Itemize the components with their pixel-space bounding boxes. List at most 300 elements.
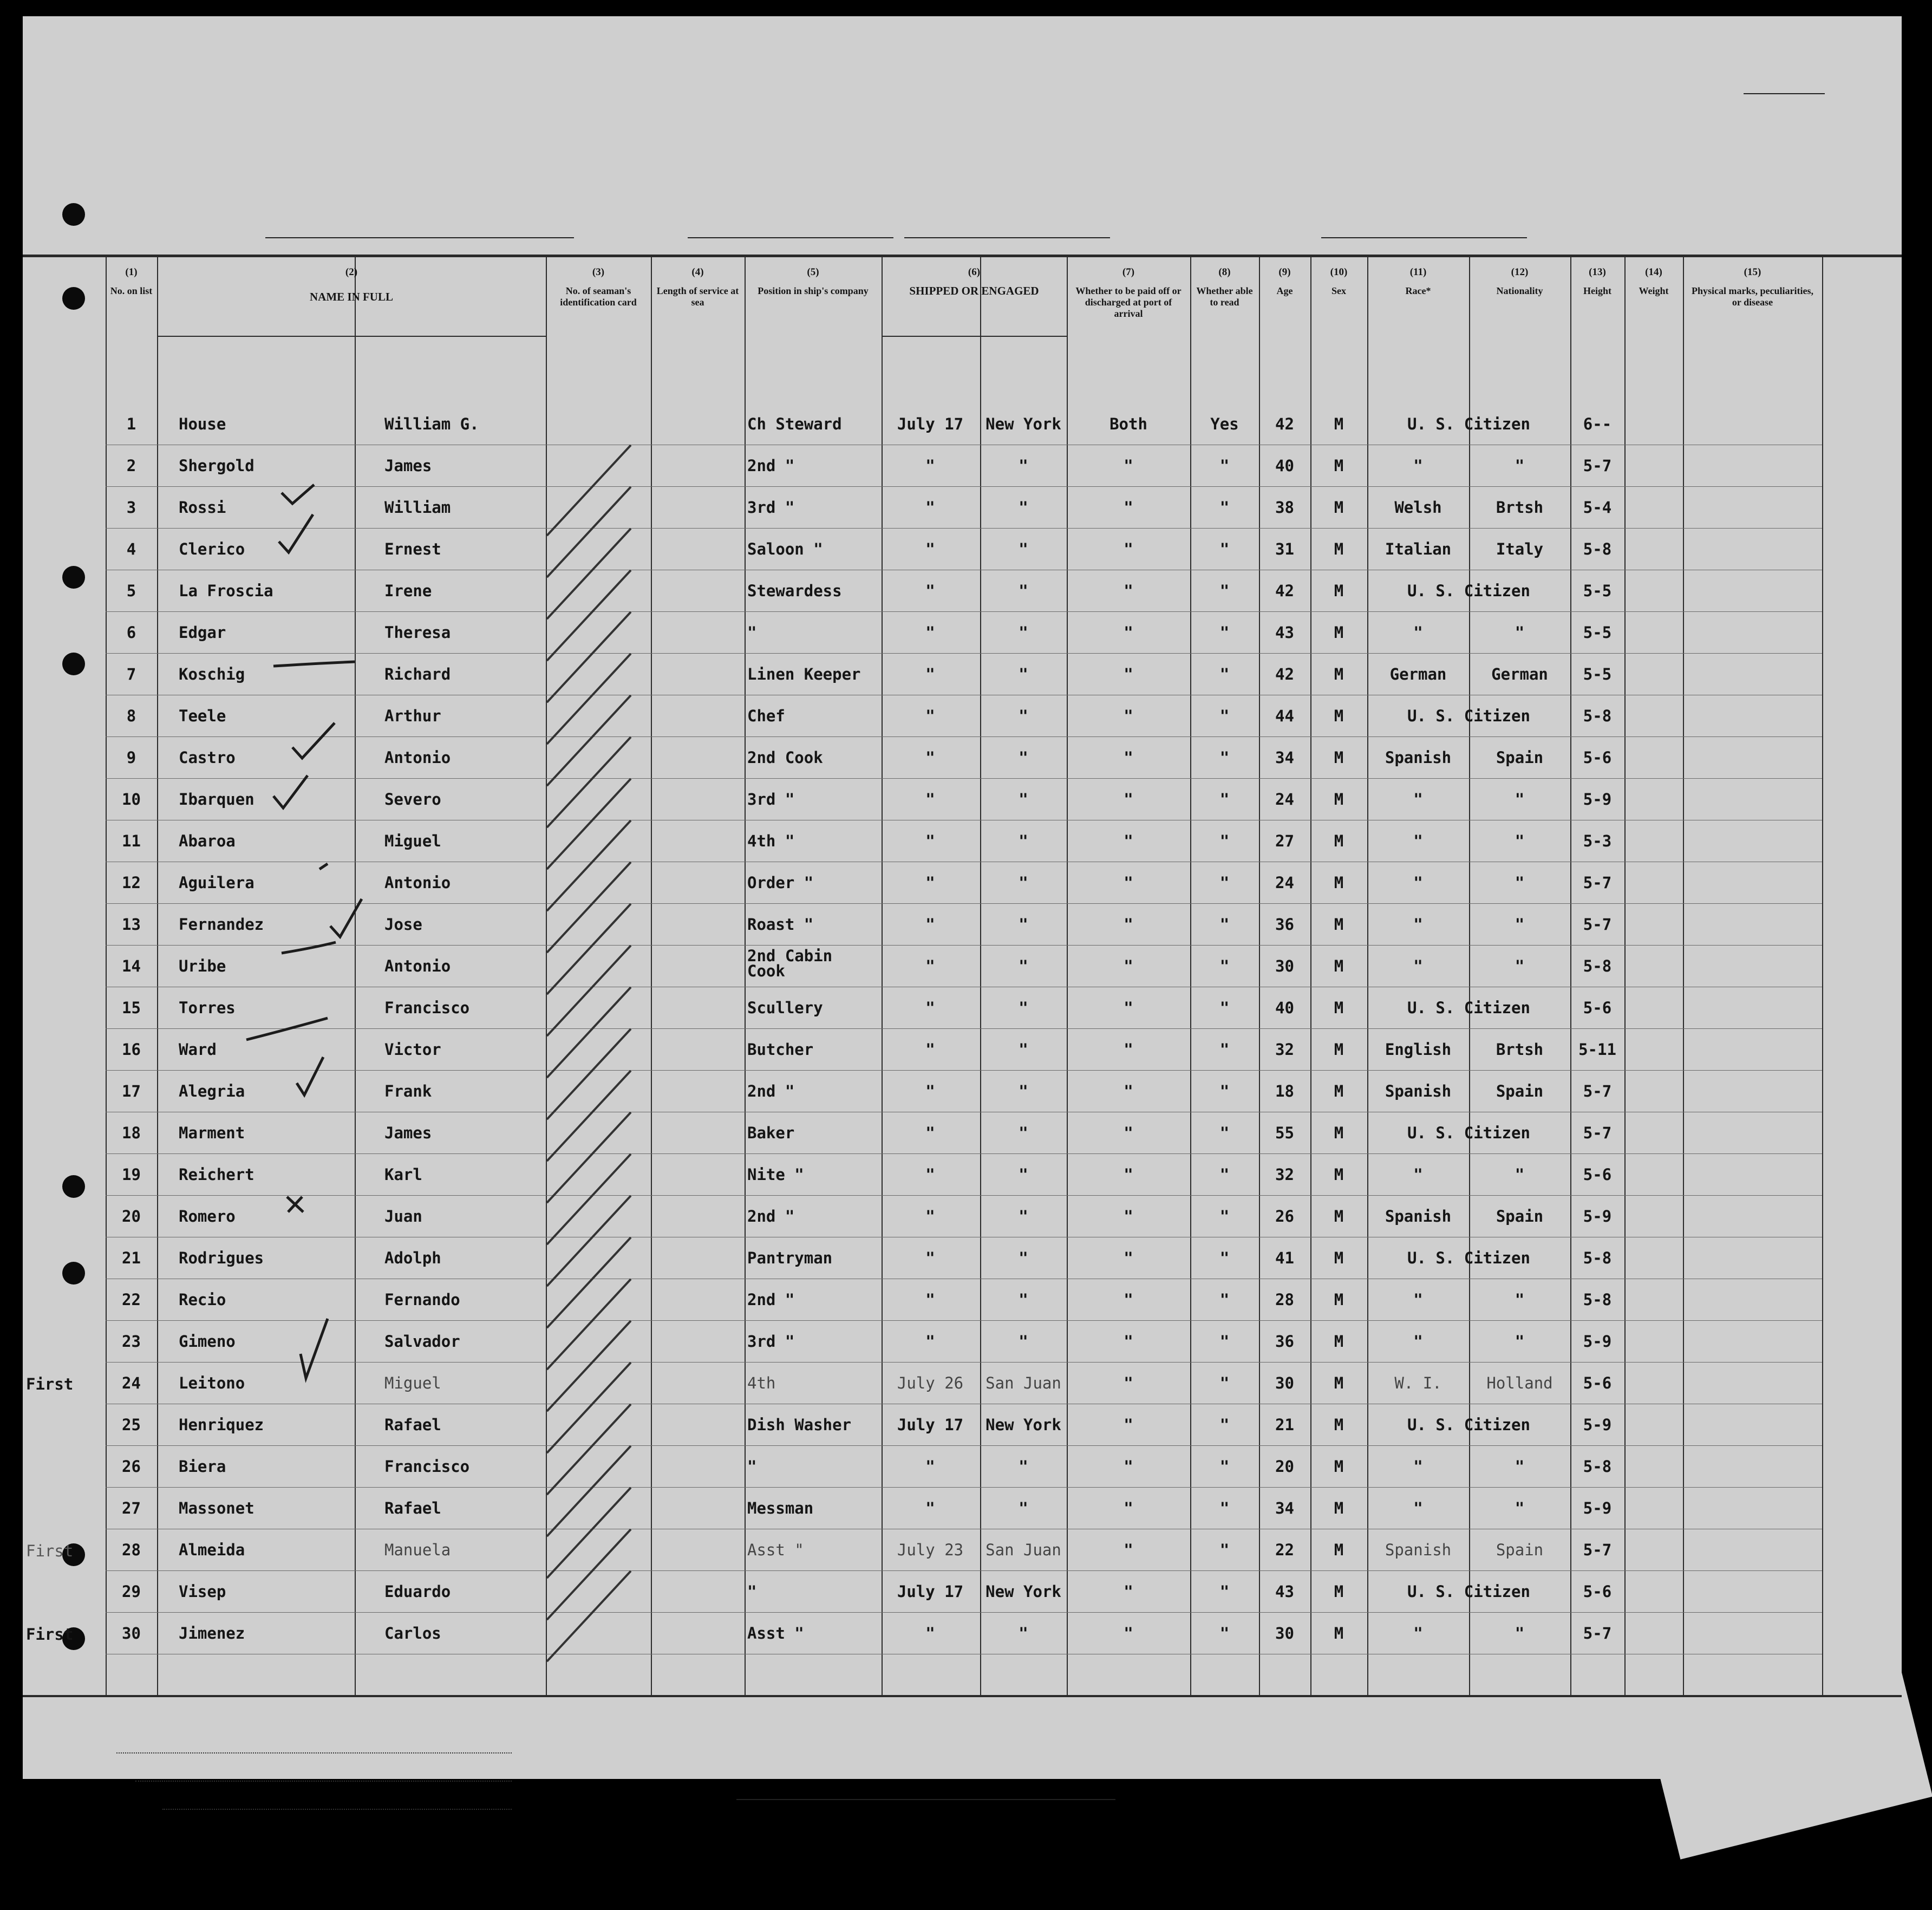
able-to-read: ": [1219, 1082, 1230, 1100]
shipped-when: ": [925, 957, 935, 975]
position: 2nd ": [747, 1082, 795, 1100]
shipped-when: ": [925, 1290, 935, 1309]
age: 18: [1275, 1082, 1294, 1100]
able-to-read: ": [1219, 457, 1230, 475]
row-number: 3: [126, 498, 136, 517]
sex: M: [1334, 665, 1344, 683]
column-header: (2) NAME IN FULL: [309, 266, 393, 303]
shipped-where: ": [1019, 999, 1028, 1017]
race: U. S. Citizen: [1407, 1249, 1530, 1267]
age: 30: [1275, 1624, 1294, 1642]
sex: M: [1334, 1416, 1344, 1434]
race: ": [1413, 623, 1423, 642]
family-name: Gimeno: [179, 1332, 236, 1351]
height: 5-7: [1583, 1082, 1612, 1100]
paid-off: ": [1124, 832, 1133, 850]
paid-off: ": [1124, 790, 1133, 809]
paid-off: ": [1124, 915, 1133, 934]
given-name: Theresa: [384, 623, 451, 642]
shipped-where: New York: [985, 1416, 1061, 1434]
family-name: Fernandez: [179, 915, 264, 934]
paid-off: ": [1124, 1249, 1133, 1267]
shipped-when: July 26: [897, 1374, 964, 1392]
able-to-read: ": [1219, 582, 1230, 600]
family-name: Clerico: [179, 540, 245, 558]
paid-off: ": [1124, 1124, 1133, 1142]
sex: M: [1334, 582, 1344, 600]
family-name: Ward: [179, 1040, 217, 1059]
able-to-read: ": [1219, 1124, 1230, 1142]
race: U. S. Citizen: [1407, 1416, 1530, 1434]
row-number: 30: [122, 1624, 141, 1642]
sex: M: [1334, 1582, 1344, 1601]
family-name: Marment: [179, 1124, 245, 1142]
position: Baker: [747, 1124, 795, 1142]
height: 5-6: [1583, 748, 1612, 767]
shipped-when: ": [925, 1249, 935, 1267]
column-header: (8) Whether able to read: [1196, 266, 1253, 308]
position: 4th: [747, 1374, 776, 1392]
punch-hole: [62, 653, 85, 675]
nationality: German: [1491, 665, 1548, 683]
position: 2nd ": [747, 1290, 795, 1309]
sex: M: [1334, 1457, 1344, 1476]
position: Scullery: [747, 999, 823, 1017]
shipped-where: ": [1019, 1457, 1028, 1476]
given-name: Manuela: [384, 1541, 451, 1559]
able-to-read: ": [1219, 1582, 1230, 1601]
shipped-where: ": [1019, 1124, 1028, 1142]
shipped-where: San Juan: [985, 1541, 1061, 1559]
given-name: Antonio: [384, 957, 451, 975]
family-name: Castro: [179, 748, 236, 767]
margin-note-first: First: [26, 1375, 74, 1393]
paid-off: ": [1124, 999, 1133, 1017]
paid-off: ": [1124, 1541, 1133, 1559]
shipped-when: ": [925, 1499, 935, 1517]
family-name: Recio: [179, 1290, 226, 1309]
nationality: ": [1515, 915, 1525, 934]
nationality: ": [1515, 1499, 1525, 1517]
age: 32: [1275, 1040, 1294, 1059]
column-header: (5) Position in ship's company: [758, 266, 869, 296]
column-header: (6) SHIPPED OR ENGAGED: [909, 266, 1039, 297]
punch-hole: [62, 566, 85, 589]
shipped-where: ": [1019, 540, 1028, 558]
paid-off: ": [1124, 1499, 1133, 1517]
shipped-when: ": [925, 498, 935, 517]
shipped-when: ": [925, 1207, 935, 1225]
race: ": [1413, 457, 1423, 475]
position: Pantryman: [747, 1249, 833, 1267]
paid-off: Both: [1109, 415, 1147, 433]
given-name: James: [384, 1124, 432, 1142]
height: 5-3: [1583, 832, 1612, 850]
row-number: 11: [122, 832, 141, 850]
able-to-read: ": [1219, 832, 1230, 850]
row-number: 7: [126, 665, 136, 683]
family-name: Reichert: [179, 1165, 254, 1184]
age: 20: [1275, 1457, 1294, 1476]
shipped-where: ": [1019, 1332, 1028, 1351]
sex: M: [1334, 999, 1344, 1017]
position: Stewardess: [747, 582, 842, 600]
row-number: 4: [126, 540, 136, 558]
age: 42: [1275, 582, 1294, 600]
race: Spanish: [1385, 1207, 1452, 1225]
given-name: Carlos: [384, 1624, 441, 1642]
race: ": [1413, 1499, 1423, 1517]
race: ": [1413, 873, 1423, 892]
position: ": [747, 1457, 757, 1476]
nationality: Spain: [1496, 1541, 1544, 1559]
able-to-read: ": [1219, 1207, 1230, 1225]
given-name: William G.: [384, 415, 479, 433]
column-header: (15) Physical marks, peculiarities, or disease: [1692, 266, 1813, 308]
age: 43: [1275, 1582, 1294, 1601]
shipped-when: July 17: [897, 415, 964, 433]
age: 30: [1275, 957, 1294, 975]
punch-hole: [62, 203, 85, 226]
sex: M: [1334, 1207, 1344, 1225]
sex: M: [1334, 1624, 1344, 1642]
height: 5-7: [1583, 1624, 1612, 1642]
sex: M: [1334, 1290, 1344, 1309]
age: 42: [1275, 665, 1294, 683]
sex: M: [1334, 415, 1344, 433]
row-number: 17: [122, 1082, 141, 1100]
sex: M: [1334, 707, 1344, 725]
able-to-read: ": [1219, 1290, 1230, 1309]
age: 21: [1275, 1416, 1294, 1434]
shipped-where: ": [1019, 1082, 1028, 1100]
age: 44: [1275, 707, 1294, 725]
paid-off: ": [1124, 582, 1133, 600]
race: ": [1413, 1290, 1423, 1309]
given-name: Francisco: [384, 1457, 470, 1476]
given-name: Eduardo: [384, 1582, 451, 1601]
race: English: [1385, 1040, 1452, 1059]
family-name: Shergold: [179, 457, 254, 475]
able-to-read: ": [1219, 873, 1230, 892]
age: 27: [1275, 832, 1294, 850]
race: ": [1413, 832, 1423, 850]
race: ": [1413, 1332, 1423, 1351]
paid-off: ": [1124, 1207, 1133, 1225]
shipped-when: July 17: [897, 1582, 964, 1601]
age: 26: [1275, 1207, 1294, 1225]
able-to-read: ": [1219, 790, 1230, 809]
able-to-read: ": [1219, 1374, 1230, 1392]
family-name: La Froscia: [179, 582, 273, 600]
able-to-read: ": [1219, 1165, 1230, 1184]
race: Spanish: [1385, 748, 1452, 767]
paid-off: ": [1124, 540, 1133, 558]
shipped-where: ": [1019, 582, 1028, 600]
race: ": [1413, 1165, 1423, 1184]
age: 31: [1275, 540, 1294, 558]
row-number: 14: [122, 957, 141, 975]
shipped-when: ": [925, 623, 935, 642]
position: 4th ": [747, 832, 795, 850]
position: Messman: [747, 1499, 814, 1517]
shipped-when: July 17: [897, 1416, 964, 1434]
position: Saloon ": [747, 540, 823, 558]
nationality: Spain: [1496, 1207, 1544, 1225]
position: 3rd ": [747, 498, 795, 517]
row-number: 2: [126, 457, 136, 475]
position: Ch Steward: [747, 415, 842, 433]
sex: M: [1334, 1499, 1344, 1517]
shipped-where: ": [1019, 623, 1028, 642]
position: 3rd ": [747, 1332, 795, 1351]
nationality: Holland: [1486, 1374, 1553, 1392]
race: ": [1413, 1624, 1423, 1642]
paid-off: ": [1124, 1457, 1133, 1476]
shipped-where: ": [1019, 1207, 1028, 1225]
position: Dish Washer: [747, 1416, 852, 1434]
nationality: ": [1515, 832, 1525, 850]
row-number: 28: [122, 1541, 141, 1559]
shipped-when: ": [925, 1624, 935, 1642]
race: ": [1413, 1457, 1423, 1476]
shipped-when: ": [925, 790, 935, 809]
row-number: 21: [122, 1249, 141, 1267]
row-number: 15: [122, 999, 141, 1017]
age: 34: [1275, 1499, 1294, 1517]
age: 36: [1275, 1332, 1294, 1351]
race: Spanish: [1385, 1082, 1452, 1100]
column-header: (14) Weight: [1639, 266, 1669, 296]
family-name: Teele: [179, 707, 226, 725]
family-name: Visep: [179, 1582, 226, 1601]
race: W. I.: [1394, 1374, 1442, 1392]
race: German: [1389, 665, 1447, 683]
height: 5-9: [1583, 1207, 1612, 1225]
sex: M: [1334, 540, 1344, 558]
nationality: Spain: [1496, 1082, 1544, 1100]
sex: M: [1334, 1541, 1344, 1559]
family-name: Torres: [179, 999, 236, 1017]
able-to-read: ": [1219, 623, 1230, 642]
sex: M: [1334, 873, 1344, 892]
position: Roast ": [747, 915, 814, 934]
able-to-read: ": [1219, 748, 1230, 767]
shipped-when: ": [925, 873, 935, 892]
shipped-when: ": [925, 999, 935, 1017]
column-header: (1) No. on list: [110, 266, 153, 296]
punch-hole: [62, 1175, 85, 1198]
row-number: 18: [122, 1124, 141, 1142]
height: 6--: [1583, 415, 1612, 433]
nationality: ": [1515, 1457, 1525, 1476]
given-name: William: [384, 498, 451, 517]
age: 22: [1275, 1541, 1294, 1559]
shipped-when: ": [925, 1457, 935, 1476]
column-header: (3) No. of seaman's identification card: [560, 266, 637, 308]
family-name: Alegria: [179, 1082, 245, 1100]
shipped-when: ": [925, 1124, 935, 1142]
position: 2nd ": [747, 1207, 795, 1225]
sex: M: [1334, 832, 1344, 850]
given-name: Rafael: [384, 1416, 441, 1434]
row-number: 8: [126, 707, 136, 725]
shipped-where: ": [1019, 457, 1028, 475]
paid-off: ": [1124, 1165, 1133, 1184]
nationality: ": [1515, 457, 1525, 475]
height: 5-6: [1583, 999, 1612, 1017]
shipped-when: ": [925, 665, 935, 683]
row-number: 5: [126, 582, 136, 600]
shipped-where: ": [1019, 1499, 1028, 1517]
shipped-when: ": [925, 582, 935, 600]
family-name: Rossi: [179, 498, 226, 517]
able-to-read: ": [1219, 957, 1230, 975]
age: 28: [1275, 1290, 1294, 1309]
height: 5-8: [1583, 540, 1612, 558]
shipped-where: ": [1019, 1290, 1028, 1309]
nationality: Italy: [1496, 540, 1544, 558]
shipped-where: ": [1019, 832, 1028, 850]
shipped-when: ": [925, 1040, 935, 1059]
shipped-where: ": [1019, 873, 1028, 892]
height: 5-5: [1583, 582, 1612, 600]
height: 5-6: [1583, 1582, 1612, 1601]
family-name: Leitono: [179, 1374, 245, 1392]
family-name: Rodrigues: [179, 1249, 264, 1267]
punch-hole: [62, 287, 85, 310]
row-number: 24: [122, 1374, 141, 1392]
position: Butcher: [747, 1040, 814, 1059]
paid-off: ": [1124, 1624, 1133, 1642]
able-to-read: ": [1219, 707, 1230, 725]
able-to-read: ": [1219, 1624, 1230, 1642]
shipped-where: New York: [985, 1582, 1061, 1601]
given-name: Karl: [384, 1165, 422, 1184]
paid-off: ": [1124, 957, 1133, 975]
position: Linen Keeper: [747, 665, 861, 683]
column-header: (7) Whether to be paid off or discharged at port of arrival: [1075, 266, 1182, 319]
row-number: 12: [122, 873, 141, 892]
paid-off: ": [1124, 457, 1133, 475]
row-number: 1: [126, 415, 136, 433]
shipped-when: ": [925, 457, 935, 475]
given-name: Severo: [384, 790, 441, 809]
height: 5-8: [1583, 957, 1612, 975]
sex: M: [1334, 790, 1344, 809]
given-name: Antonio: [384, 873, 451, 892]
margin-note-first: First: [26, 1542, 74, 1560]
position: Asst ": [747, 1624, 804, 1642]
sex: M: [1334, 957, 1344, 975]
height: 5-7: [1583, 1124, 1612, 1142]
able-to-read: ": [1219, 1457, 1230, 1476]
column-header: (11) Race*: [1405, 266, 1431, 296]
shipped-where: ": [1019, 1165, 1028, 1184]
given-name: Jose: [384, 915, 422, 934]
family-name: Almeida: [179, 1541, 245, 1559]
position: 3rd ": [747, 790, 795, 809]
able-to-read: ": [1219, 1332, 1230, 1351]
position: 2nd Cabin Cook: [747, 947, 833, 980]
shipped-when: ": [925, 707, 935, 725]
shipped-where: ": [1019, 665, 1028, 683]
race: U. S. Citizen: [1407, 1124, 1530, 1142]
sex: M: [1334, 748, 1344, 767]
height: 5-9: [1583, 1332, 1612, 1351]
sex: M: [1334, 1249, 1344, 1267]
position: Chef: [747, 707, 785, 725]
given-name: Richard: [384, 665, 451, 683]
row-number: 13: [122, 915, 141, 934]
age: 55: [1275, 1124, 1294, 1142]
nationality: ": [1515, 1290, 1525, 1309]
given-name: Fernando: [384, 1290, 460, 1309]
shipped-when: ": [925, 1082, 935, 1100]
column-header: (9) Age: [1276, 266, 1293, 296]
row-number: 9: [126, 748, 136, 767]
age: 40: [1275, 457, 1294, 475]
punch-hole: [62, 1262, 85, 1285]
able-to-read: ": [1219, 999, 1230, 1017]
paid-off: ": [1124, 1082, 1133, 1100]
nationality: ": [1515, 1624, 1525, 1642]
position: 2nd ": [747, 457, 795, 475]
sex: M: [1334, 498, 1344, 517]
given-name: Arthur: [384, 707, 441, 725]
height: 5-7: [1583, 873, 1612, 892]
shipped-where: ": [1019, 790, 1028, 809]
age: 36: [1275, 915, 1294, 934]
race: ": [1413, 790, 1423, 809]
position: ": [747, 623, 757, 642]
height: 5-8: [1583, 1249, 1612, 1267]
race: U. S. Citizen: [1407, 707, 1530, 725]
nationality: ": [1515, 623, 1525, 642]
paid-off: ": [1124, 873, 1133, 892]
race: ": [1413, 957, 1423, 975]
height: 5-8: [1583, 1457, 1612, 1476]
paid-off: ": [1124, 498, 1133, 517]
height: 5-7: [1583, 1541, 1612, 1559]
shipped-where: ": [1019, 1624, 1028, 1642]
shipped-when: ": [925, 832, 935, 850]
shipped-where: New York: [985, 415, 1061, 433]
nationality: ": [1515, 1332, 1525, 1351]
age: 43: [1275, 623, 1294, 642]
column-header: (10) Sex: [1330, 266, 1348, 296]
paid-off: ": [1124, 1332, 1133, 1351]
family-name: Uribe: [179, 957, 226, 975]
position: Nite ": [747, 1165, 804, 1184]
row-number: 20: [122, 1207, 141, 1225]
able-to-read: ": [1219, 540, 1230, 558]
given-name: Ernest: [384, 540, 441, 558]
shipped-when: July 23: [897, 1541, 964, 1559]
row-number: 22: [122, 1290, 141, 1309]
able-to-read: ": [1219, 1040, 1230, 1059]
height: 5-7: [1583, 457, 1612, 475]
able-to-read: ": [1219, 1541, 1230, 1559]
height: 5-9: [1583, 1416, 1612, 1434]
sex: M: [1334, 457, 1344, 475]
race: Welsh: [1394, 498, 1442, 517]
shipped-when: ": [925, 748, 935, 767]
sex: M: [1334, 623, 1344, 642]
age: 40: [1275, 999, 1294, 1017]
shipped-when: ": [925, 1165, 935, 1184]
age: 42: [1275, 415, 1294, 433]
